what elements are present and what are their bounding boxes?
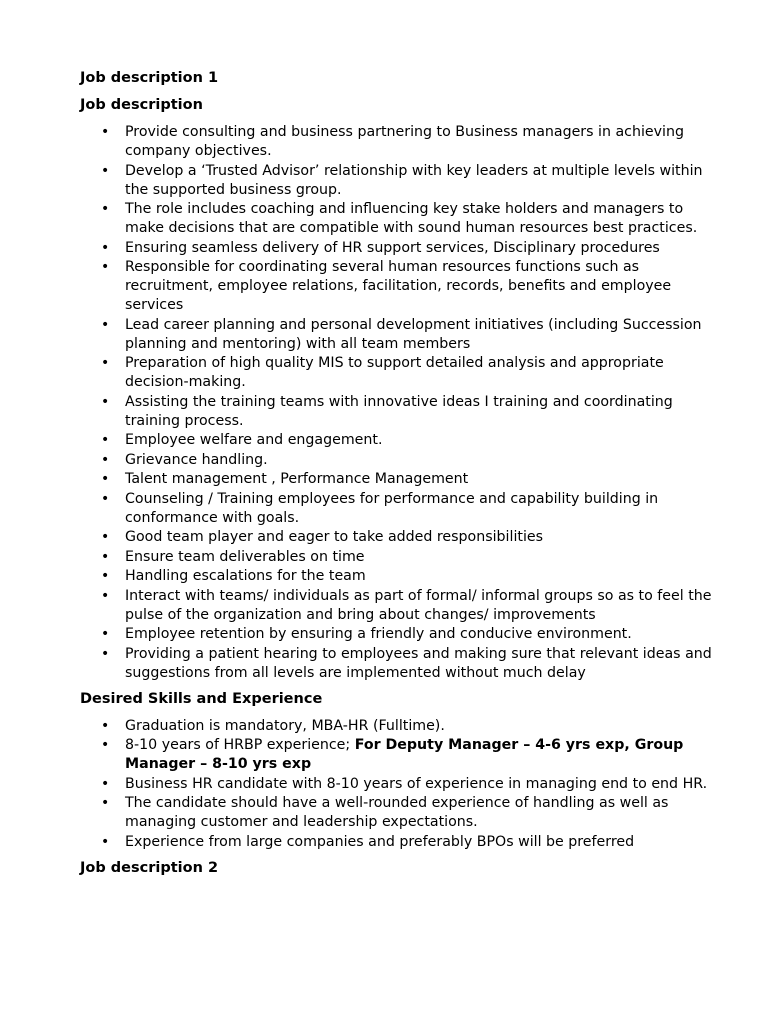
list-item	[80, 393, 720, 431]
list-item	[80, 200, 720, 238]
heading-desired-skills: Desired Skills and Experience	[80, 690, 323, 707]
list-item	[80, 490, 720, 528]
list-item	[80, 451, 720, 470]
skills-list	[80, 717, 720, 852]
bullet-icon: •	[101, 259, 110, 275]
heading-job-description-2: Job description 2	[80, 859, 219, 876]
bullet-icon: •	[101, 626, 110, 642]
list-item-text: Good team player and eager to take added responsibilities	[125, 529, 544, 545]
list-item-text: Handling escalations for the team	[125, 568, 366, 584]
list-item	[80, 736, 720, 774]
bullet-icon: •	[101, 355, 110, 371]
list-item	[80, 431, 720, 450]
bullet-icon: •	[101, 393, 110, 410]
list-item-text: The candidate should have a well-rounded experience of handling as well as managing customer and leadership expectations.	[125, 795, 669, 830]
heading-job-description: Job description	[80, 97, 203, 113]
bullet-icon: •	[101, 471, 110, 487]
list-item	[80, 123, 720, 161]
bullet-icon: •	[101, 239, 110, 256]
list-item-text: Lead career planning and personal development initiatives (including Succession planning and mentoring) with all team members	[125, 316, 702, 352]
list-item	[80, 587, 720, 625]
list-item-text: Ensuring seamless delivery of HR support services, Disciplinary procedures	[125, 239, 660, 256]
bullet-icon: •	[101, 490, 110, 507]
list-item	[80, 775, 720, 794]
bullet-icon: •	[101, 162, 110, 179]
bullet-icon: •	[101, 451, 110, 468]
list-item-text: Provide consulting and business partnering to Business managers in achieving company objectives.	[125, 124, 684, 159]
bullet-icon: •	[101, 795, 110, 811]
bullet-icon: •	[101, 432, 110, 448]
list-item	[80, 354, 720, 392]
list-item	[80, 258, 720, 315]
bullet-icon: •	[101, 717, 110, 734]
responsibilities-list	[80, 123, 720, 683]
list-item-text: Grievance handling.	[125, 451, 268, 468]
list-item	[80, 833, 720, 852]
list-item	[80, 528, 720, 547]
list-item	[80, 239, 720, 258]
list-item-text: 8-10 years of HRBP experience;	[125, 737, 355, 753]
list-item-text: Experience from large companies and preferably BPOs will be preferred	[125, 833, 635, 850]
list-item	[80, 794, 720, 832]
bullet-icon: •	[101, 645, 110, 662]
list-item-text: Employee welfare and engagement.	[125, 432, 383, 448]
list-item	[80, 645, 720, 683]
list-item-text: Preparation of high quality MIS to support detailed analysis and appropriate decision-making.	[125, 355, 664, 390]
list-item-text: Providing a patient hearing to employees and making sure that relevant ideas and suggestions from all levels are implemented without much delay	[125, 645, 712, 681]
bullet-icon: •	[101, 316, 110, 333]
list-item-text: Business HR candidate with 8-10 years of experience in managing end to end HR.	[125, 775, 708, 792]
list-item-text: Responsible for coordinating several human resources functions such as recruitment, employee relations, facilitation, records, benefits and employee services	[125, 259, 672, 313]
list-item-text: Assisting the training teams with innovative ideas I training and coordinating training process.	[125, 393, 673, 429]
bullet-icon: •	[101, 587, 110, 604]
heading-job-description-1: Job description 1	[80, 70, 219, 86]
bullet-icon: •	[101, 833, 110, 850]
list-item	[80, 162, 720, 200]
bullet-icon: •	[101, 737, 110, 753]
list-item-text: Interact with teams/ individuals as part of formal/ informal groups so as to feel the pulse of the organization and bring about changes/ improvements	[125, 587, 712, 623]
bullet-icon: •	[101, 201, 110, 217]
bullet-icon: •	[101, 548, 110, 565]
bullet-icon: •	[101, 775, 110, 792]
bullet-icon: •	[101, 124, 110, 140]
list-item-text: Ensure team deliverables on time	[125, 548, 365, 565]
list-item-text: The role includes coaching and influencing key stake holders and managers to make decisions that are compatible with sound human resources best practices.	[125, 201, 698, 236]
list-item-text: Employee retention by ensuring a friendly and conducive environment.	[125, 626, 632, 642]
list-item	[80, 717, 720, 736]
bullet-icon: •	[101, 529, 110, 545]
list-item	[80, 625, 720, 644]
list-item-text: Talent management , Performance Management	[125, 471, 469, 487]
document-page	[80, 68, 720, 886]
bullet-icon: •	[101, 568, 110, 584]
list-item	[80, 316, 720, 354]
list-item	[80, 470, 720, 489]
list-item	[80, 548, 720, 567]
list-item	[80, 567, 720, 586]
list-item-text: Graduation is mandatory, MBA-HR (Fulltime).	[125, 717, 445, 734]
list-item-text: Develop a ‘Trusted Advisor’ relationship with key leaders at multiple levels within the supported business group.	[125, 162, 703, 198]
list-item-bold-text: For Deputy Manager – 4-6 yrs exp, Group Manager – 8-10 yrs exp	[125, 737, 684, 772]
list-item-text: Counseling / Training employees for performance and capability building in conformance with goals.	[125, 490, 659, 526]
